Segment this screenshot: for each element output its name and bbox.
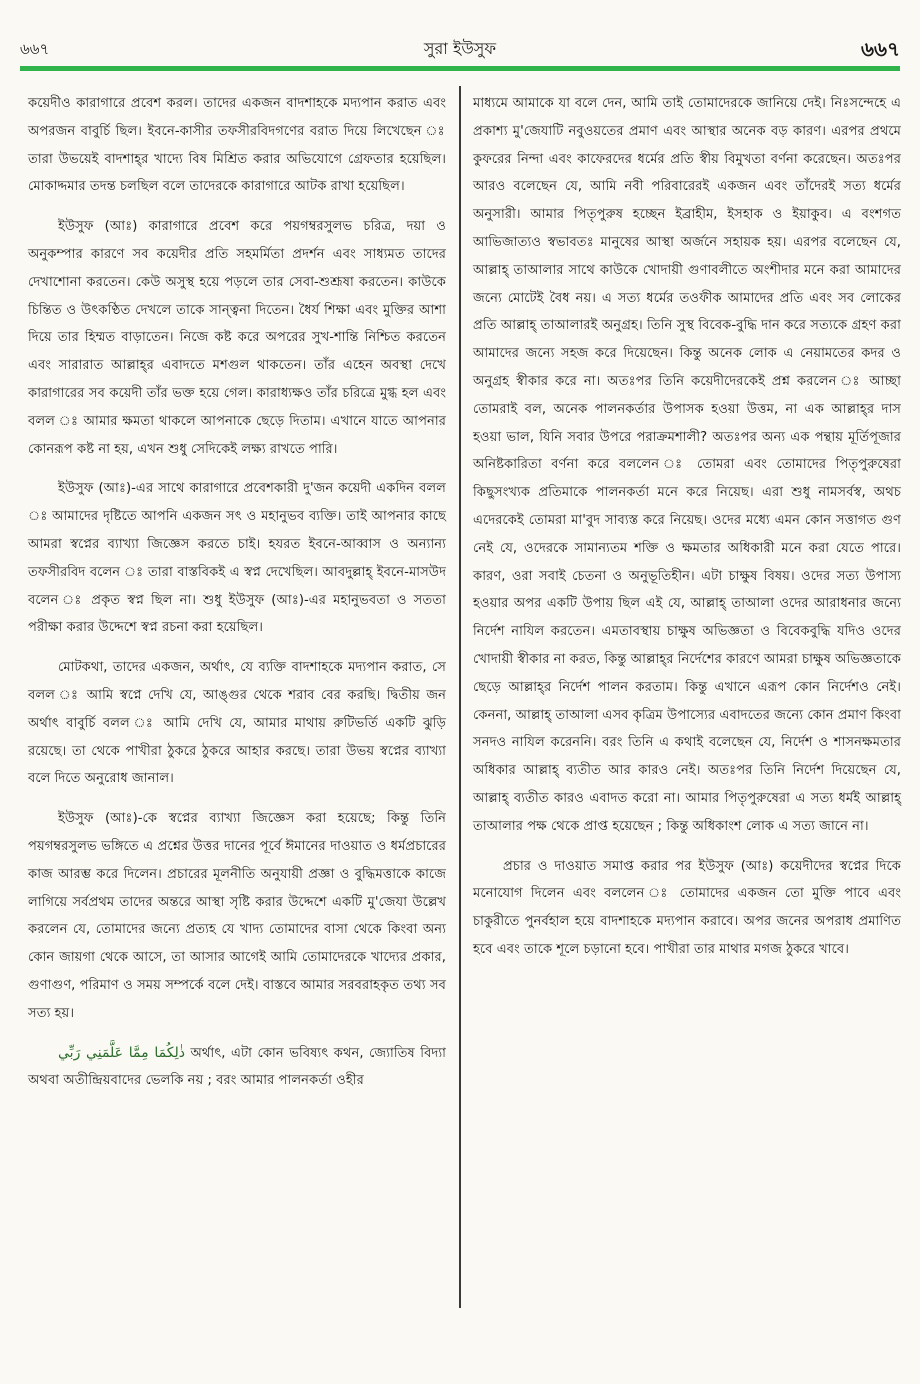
left-paragraph-6-text: অর্থাৎ, এটা কোন ভবিষ্যৎ কথন, জ্যোতিষ বিদ্যা অথবা অতীন্দ্রিয়বাদের ভেলকি নয় ; বরং আমার পালনকর্তা ওহীর [28,1045,446,1089]
page-header [20,36,900,62]
arabic-quote: ذٰلِكُمَا مِمَّا عَلَّمَنِي رَبِّي [58,1044,185,1061]
left-paragraph-2: ইউসুফ (আঃ) কারাগারে প্রবেশ করে পয়গম্বরসুলভ চরিত্র, দয়া ও অনুকম্পার কারণে সব কয়েদীর প্রতি সহমর্মিতা প্রদর্শন এবং সাধ্যমত তাদের দেখাশোনা করতেন। কেউ অসুস্থ হয়ে পড়লে তার সেবা-শুশ্রূষা করতেন। কাউকে চিন্তিত ও উৎকণ্ঠিত দেখলে তাকে সান্ত্বনা দিতেন। ধৈর্য শিক্ষা এবং মুক্তির আশা দিয়ে তার হিম্মত বাড়াতেন। নিজে কষ্ট করে অপরের সুখ-শান্তি নিশ্চিত করতেন এবং সারারাত আল্লাহ্‌র এবাদতে মশগুল থাকতেন। তাঁর এহেন অবস্থা দেখে কারাগারের সব কয়েদী তাঁর ভক্ত হয়ে গেল। কারাধ্যক্ষও তাঁর চরিত্রে মুগ্ধ হল এবং বলল ঃ আমার ক্ষমতা থাকলে আপনাকে ছেড়ে দিতাম। এখানে যাতে আপনার কোনরূপ কষ্ট না হয়, এখন শুধু সেদিকেই লক্ষ্য রাখতে পারি। [28,219,446,457]
left-paragraph-6 [28,1040,446,1096]
right-paragraph-1: মাধ্যমে আমাকে যা বলে দেন, আমি তাই তোমাদেরকে জানিয়ে দেই। নিঃসন্দেহে এ প্রকাশ্য মু'জেযাটি নবুওয়তের প্রমাণ এবং আস্থার অনেক বড় কারণ। এরপর প্রথমে কুফরের নিন্দা এবং কাফেরদের ধর্মের প্রতি স্বীয় বিমুখতা বর্ণনা করেছেন। অতঃপর আরও বলেছেন যে, আমি নবী পরিবারেরই একজন এবং তাঁদেরই সত্য ধর্মের অনুসারী। আমার পিতৃপুরুষ হচ্ছেন ইব্রাহীম, ইসহাক ও ইয়াকুব। এ বংশগত আভিজাত্যও স্বভাবতঃ মানুষের আস্থা অর্জনে সহায়ক হয়। এরপর বলেছেন যে, আল্লাহ্‌ তাআলার সাথে কাউকে খোদায়ী গুণাবলীতে অংশীদার মনে করা আমাদের জন্যে মোটেই বৈধ নয়। এ সত্য ধর্মের তওফীক আমাদের প্রতি এবং সব লোকের প্রতি আল্লাহ্‌ তাআলারই অনুগ্রহ। তিনি সুস্থ বিবেক-বুদ্ধি দান করে সত্যকে গ্রহণ করা আমাদের জন্যে সহজ করে দিয়েছেন। কিন্তু অনেক লোক এ নেয়ামতের কদর ও অনুগ্রহ স্বীকার করে না। অতঃপর তিনি কয়েদীদেরকেই প্রশ্ন করলেন ঃ আচ্ছা তোমরাই বল, অনেক পালনকর্তার উপাসক হওয়া উত্তম, না এক আল্লাহ্‌র দাস হওয়া ভাল, যিনি সবার উপরে পরাক্রমশালী? অতঃপর অন্য এক পন্থায় মূর্তিপূজার অনিষ্টকারিতা বর্ণনা করে বললেন ঃ তোমরা এবং তোমাদের পিতৃপুরুষেরা কিছুসংখ্যক প্রতিমাকে পালনকর্তা মনে করে নিয়েছ। এরা শুধু নামসর্বস্ব, অথচ এদেরকেই তোমরা মা'বুদ সাব্যস্ত করে নিয়েছ। ওদের মধ্যে এমন কোন সত্তাগত গুণ নেই যে, ওদেরকে সামান্যতম শক্তি ও ক্ষমতার অধিকারী মনে করা যেতে পারে। কারণ, ওরা সবাই চেতনা ও অনুভূতিহীন। এটা চাক্ষুষ বিষয়। ওদের সত্য উপাস্য হওয়ার অপর একটি উপায় ছিল এই যে, আল্লাহ্‌ তাআলা ওদের আরাধনার জন্যে নির্দেশ নাযিল করতেন। এমতাবস্থায় চাক্ষুষ অভিজ্ঞতা ও বিবেকবুদ্ধি যদিও ওদের খোদায়ী স্বীকার না করত, কিন্তু আল্লাহ্‌র নির্দেশের কারণে আমরা চাক্ষুষ অভিজ্ঞতাকে ছেড়ে আল্লাহ্‌র নির্দেশ পালন করতাম। কিন্তু এখানে এরূপ কোন নির্দেশও নেই। কেননা, আল্লাহ্‌ তাআলা এসব কৃত্রিম উপাস্যের এবাদতের জন্যে কোন প্রমাণ কিংবা সনদও নাযিল করেননি। বরং তিনি এ কথাই বলেছেন যে, নির্দেশ ও শাসনক্ষমতার অধিকার আল্লাহ্‌ ব্যতীত আর কারও নেই। অতঃপর তিনি নির্দেশ দিয়েছেন যে, আল্লাহ্‌ ব্যতীত কারও এবাদত করো না। আমার পিতৃপুরুষেরা এ সত্য ধর্মই আল্লাহ্‌ তাআলার পক্ষ থেকে প্রাপ্ত হয়েছেন ; কিন্তু অধিকাংশ লোক এ সত্য জানে না। [473,96,901,834]
left-paragraph-4: মোটকথা, তাদের একজন, অর্থাৎ, যে ব্যক্তি বাদশাহকে মদ্যপান করাত, সে বলল ঃ আমি স্বপ্নে দেখি যে, আঙ্গুর থেকে শরাব বের করছি। দ্বিতীয় জন অর্থাৎ বাবুর্চি বলল ঃ আমি দেখি যে, আমার মাথায় রুটিভর্তি একটি ঝুড়ি রয়েছে। তা থেকে পাখীরা ঠুকরে ঠুকরে আহার করছে। তারা উভয় স্বপ্নের ব্যাখ্যা বলে দিতে অনুরোধ জানাল। [28,660,446,787]
left-paragraph-3: ইউসুফ (আঃ)-এর সাথে কারাগারে প্রবেশকারী দু'জন কয়েদী একদিন বলল ঃ আমাদের দৃষ্টিতে আপনি একজন সৎ ও মহানুভব ব্যক্তি। তাই আপনার কাছে আমরা স্বপ্নের ব্যাখ্যা জিজ্ঞেস করতে চাই। হযরত ইবনে-আব্বাস ও অন্যান্য তফসীরবিদ বলেন ঃ তারা বাস্তবিকই এ স্বপ্ন দেখেছিল। আবদুল্লাহ্‌ ইবনে-মাসউদ বলেন ঃ প্রকৃত স্বপ্ন ছিল না। শুধু ইউসুফ (আঃ)-এর মহানুভবতা ও সততা পরীক্ষা করার উদ্দেশে স্বপ্ন রচনা করা হয়েছিল। [28,481,446,636]
page-number-left: ৬৬৭ [20,40,50,58]
header-rule [20,66,900,71]
page-number-right: ৬৬৭ [860,37,900,61]
left-paragraph-1: কয়েদীও কারাগারে প্রবেশ করল। তাদের একজন বাদশাহকে মদ্যপান করাত এবং অপরজন বাবুর্চি ছিল। ইবনে-কাসীর তফসীরবিদগণের বরাত দিয়ে লিখেছেন ঃ তারা উভয়েই বাদশাহ্‌র খাদ্যে বিষ মিশ্রিত করার অভিযোগে গ্রেফতার হয়েছিল। মোকাদ্দমার তদন্ত চলছিল বলে তাদেরকে কারাগারে আটক রাখা হয়েছিল। [28,96,446,195]
left-paragraph-5: ইউসুফ (আঃ)-কে স্বপ্নের ব্যাখ্যা জিজ্ঞেস করা হয়েছে; কিন্তু তিনি পয়গম্বরসুলভ ভঙ্গিতে এ প্রশ্নের উত্তর দানের পূর্বে ঈমানের দাওয়াত ও ধর্মপ্রচারের কাজ আরম্ভ করে দিলেন। প্রচারের মূলনীতি অনুযায়ী প্রজ্ঞা ও বুদ্ধিমত্তাকে কাজে লাগিয়ে সর্বপ্রথম তাদের অন্তরে আস্থা সৃষ্টি করার উদ্দেশে একটি মু'জেযা উল্লেখ করলেন যে, তোমাদের জন্যে প্রত্যহ যে খাদ্য তোমাদের বাসা থেকে কিংবা অন্য কোন জায়গা থেকে আসে, তা আসার আগেই আমি তোমাদেরকে খাদ্যের প্রকার, গুণাগুণ, পরিমাণ ও সময় সম্পর্কে বলে দেই। বাস্তবে আমার সরবরাহকৃত তথ্য সব সত্য হয়। [28,811,446,1021]
chapter-title: সুরা ইউসুফ [423,39,497,58]
column-divider [459,86,461,1308]
right-column [473,90,901,976]
left-column [28,90,446,1107]
right-paragraph-2: প্রচার ও দাওয়াত সমাপ্ত করার পর ইউসুফ (আঃ) কয়েদীদের স্বপ্নের দিকে মনোযোগ দিলেন এবং বললেন ঃ তোমাদের একজন তো মুক্তি পাবে এবং চাকুরীতে পুনর্বহাল হয়ে বাদশাহকে মদ্যপান করাবে। অপর জনের অপরাধ প্রমাণিত হবে এবং তাকে শূলে চড়ানো হবে। পাখীরা তার মাথার মগজ ঠুকরে খাবে। [473,858,901,957]
